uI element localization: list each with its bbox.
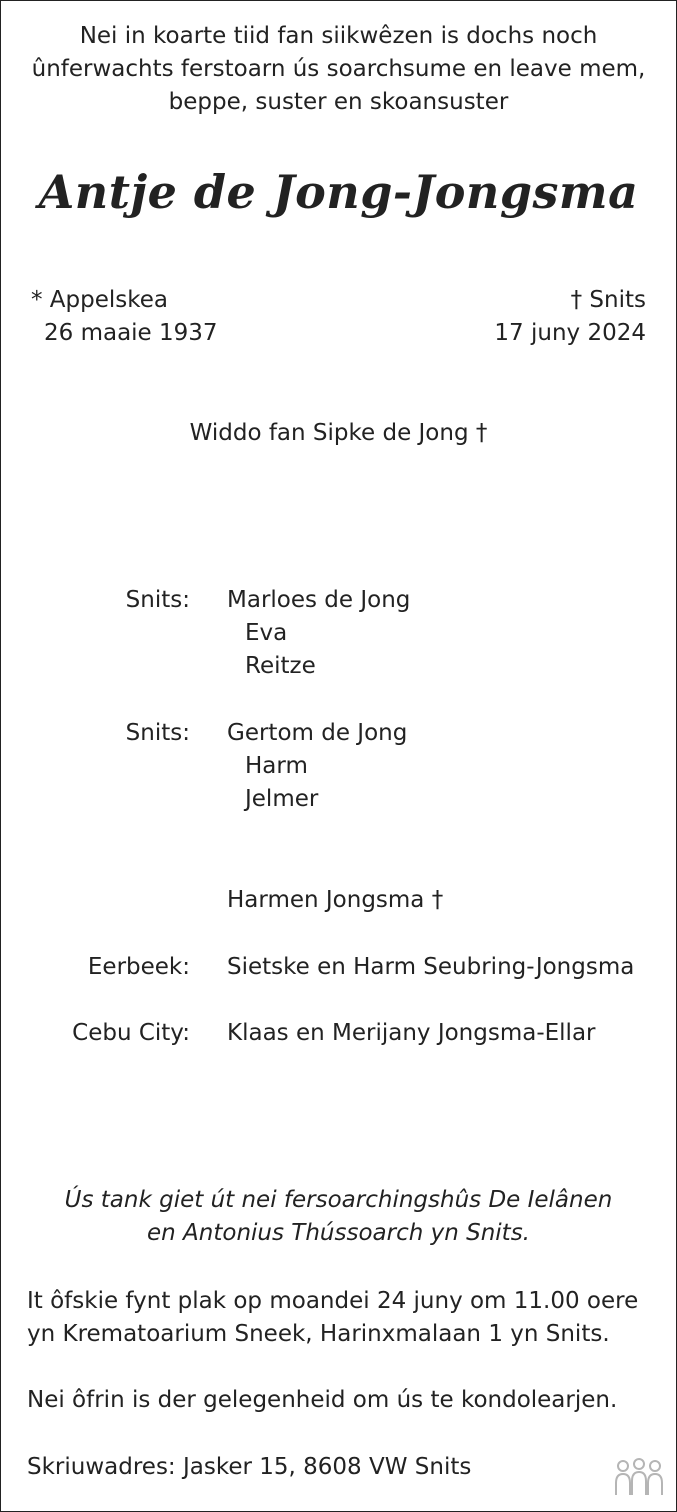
thanks-line: Ús tank giet út nei fersoarchingshûs De Ielânen [64, 1187, 613, 1213]
condolence-info: Nei ôfrin is der gelegenheid om ús te kondolearjen. [27, 1387, 618, 1413]
thanks-line: en Antonius Thússoarch yn Snits. [147, 1220, 530, 1246]
grandchild-name: Jelmer [245, 786, 319, 812]
ceremony-line: It ôfskie fynt plak op moandei 24 juny om 11.00 oere [27, 1288, 639, 1314]
family-place: Snits: [125, 587, 190, 613]
intro-line: beppe, suster en skoansuster [168, 89, 509, 115]
thanks-text [1, 1184, 676, 1250]
family-names [227, 884, 443, 917]
family-place: Snits: [125, 720, 190, 746]
family-place: Eerbeek: [87, 954, 190, 980]
grandchild-name: Eva [245, 620, 288, 646]
death-info [494, 284, 646, 350]
birth-place: * Appelskea [31, 287, 169, 313]
widow-line: Widdo fan Sipke de Jong † [189, 420, 488, 446]
family-names [227, 584, 410, 683]
family-names [227, 951, 634, 984]
family-name: Gertom de Jong [227, 720, 408, 746]
family-names [227, 1017, 596, 1050]
ceremony-info [27, 1285, 638, 1351]
death-place: † Snits [570, 287, 646, 313]
intro-line: ûnferwachts ferstoarn ús soarchsume en leave mem, [31, 56, 646, 82]
people-group-icon [614, 1457, 664, 1497]
postal-address: Skriuwadres: Jasker 15, 8608 VW Snits [27, 1454, 472, 1480]
family-name: Klaas en Merijany Jongsma-Ellar [227, 1020, 596, 1046]
deceased-name: Antje de Jong-Jongsma [38, 165, 639, 219]
birth-info [31, 284, 218, 350]
family-name: Marloes de Jong [227, 587, 411, 613]
grandchild-name: Reitze [245, 653, 316, 679]
family-place: Cebu City: [72, 1020, 190, 1046]
family-name: Harmen Jongsma † [227, 887, 444, 913]
family-name: Sietske en Harm Seubring-Jongsma [227, 954, 635, 980]
grandchild-name: Harm [245, 753, 308, 779]
birth-date: 26 maaie 1937 [44, 320, 218, 346]
ceremony-line: yn Krematoarium Sneek, Harinxmalaan 1 yn Snits. [27, 1321, 610, 1347]
death-date: 17 juny 2024 [494, 320, 646, 346]
intro-line: Nei in koarte tiid fan siikwêzen is dochs noch [79, 23, 598, 49]
family-names [227, 717, 407, 816]
intro-text [1, 20, 676, 119]
